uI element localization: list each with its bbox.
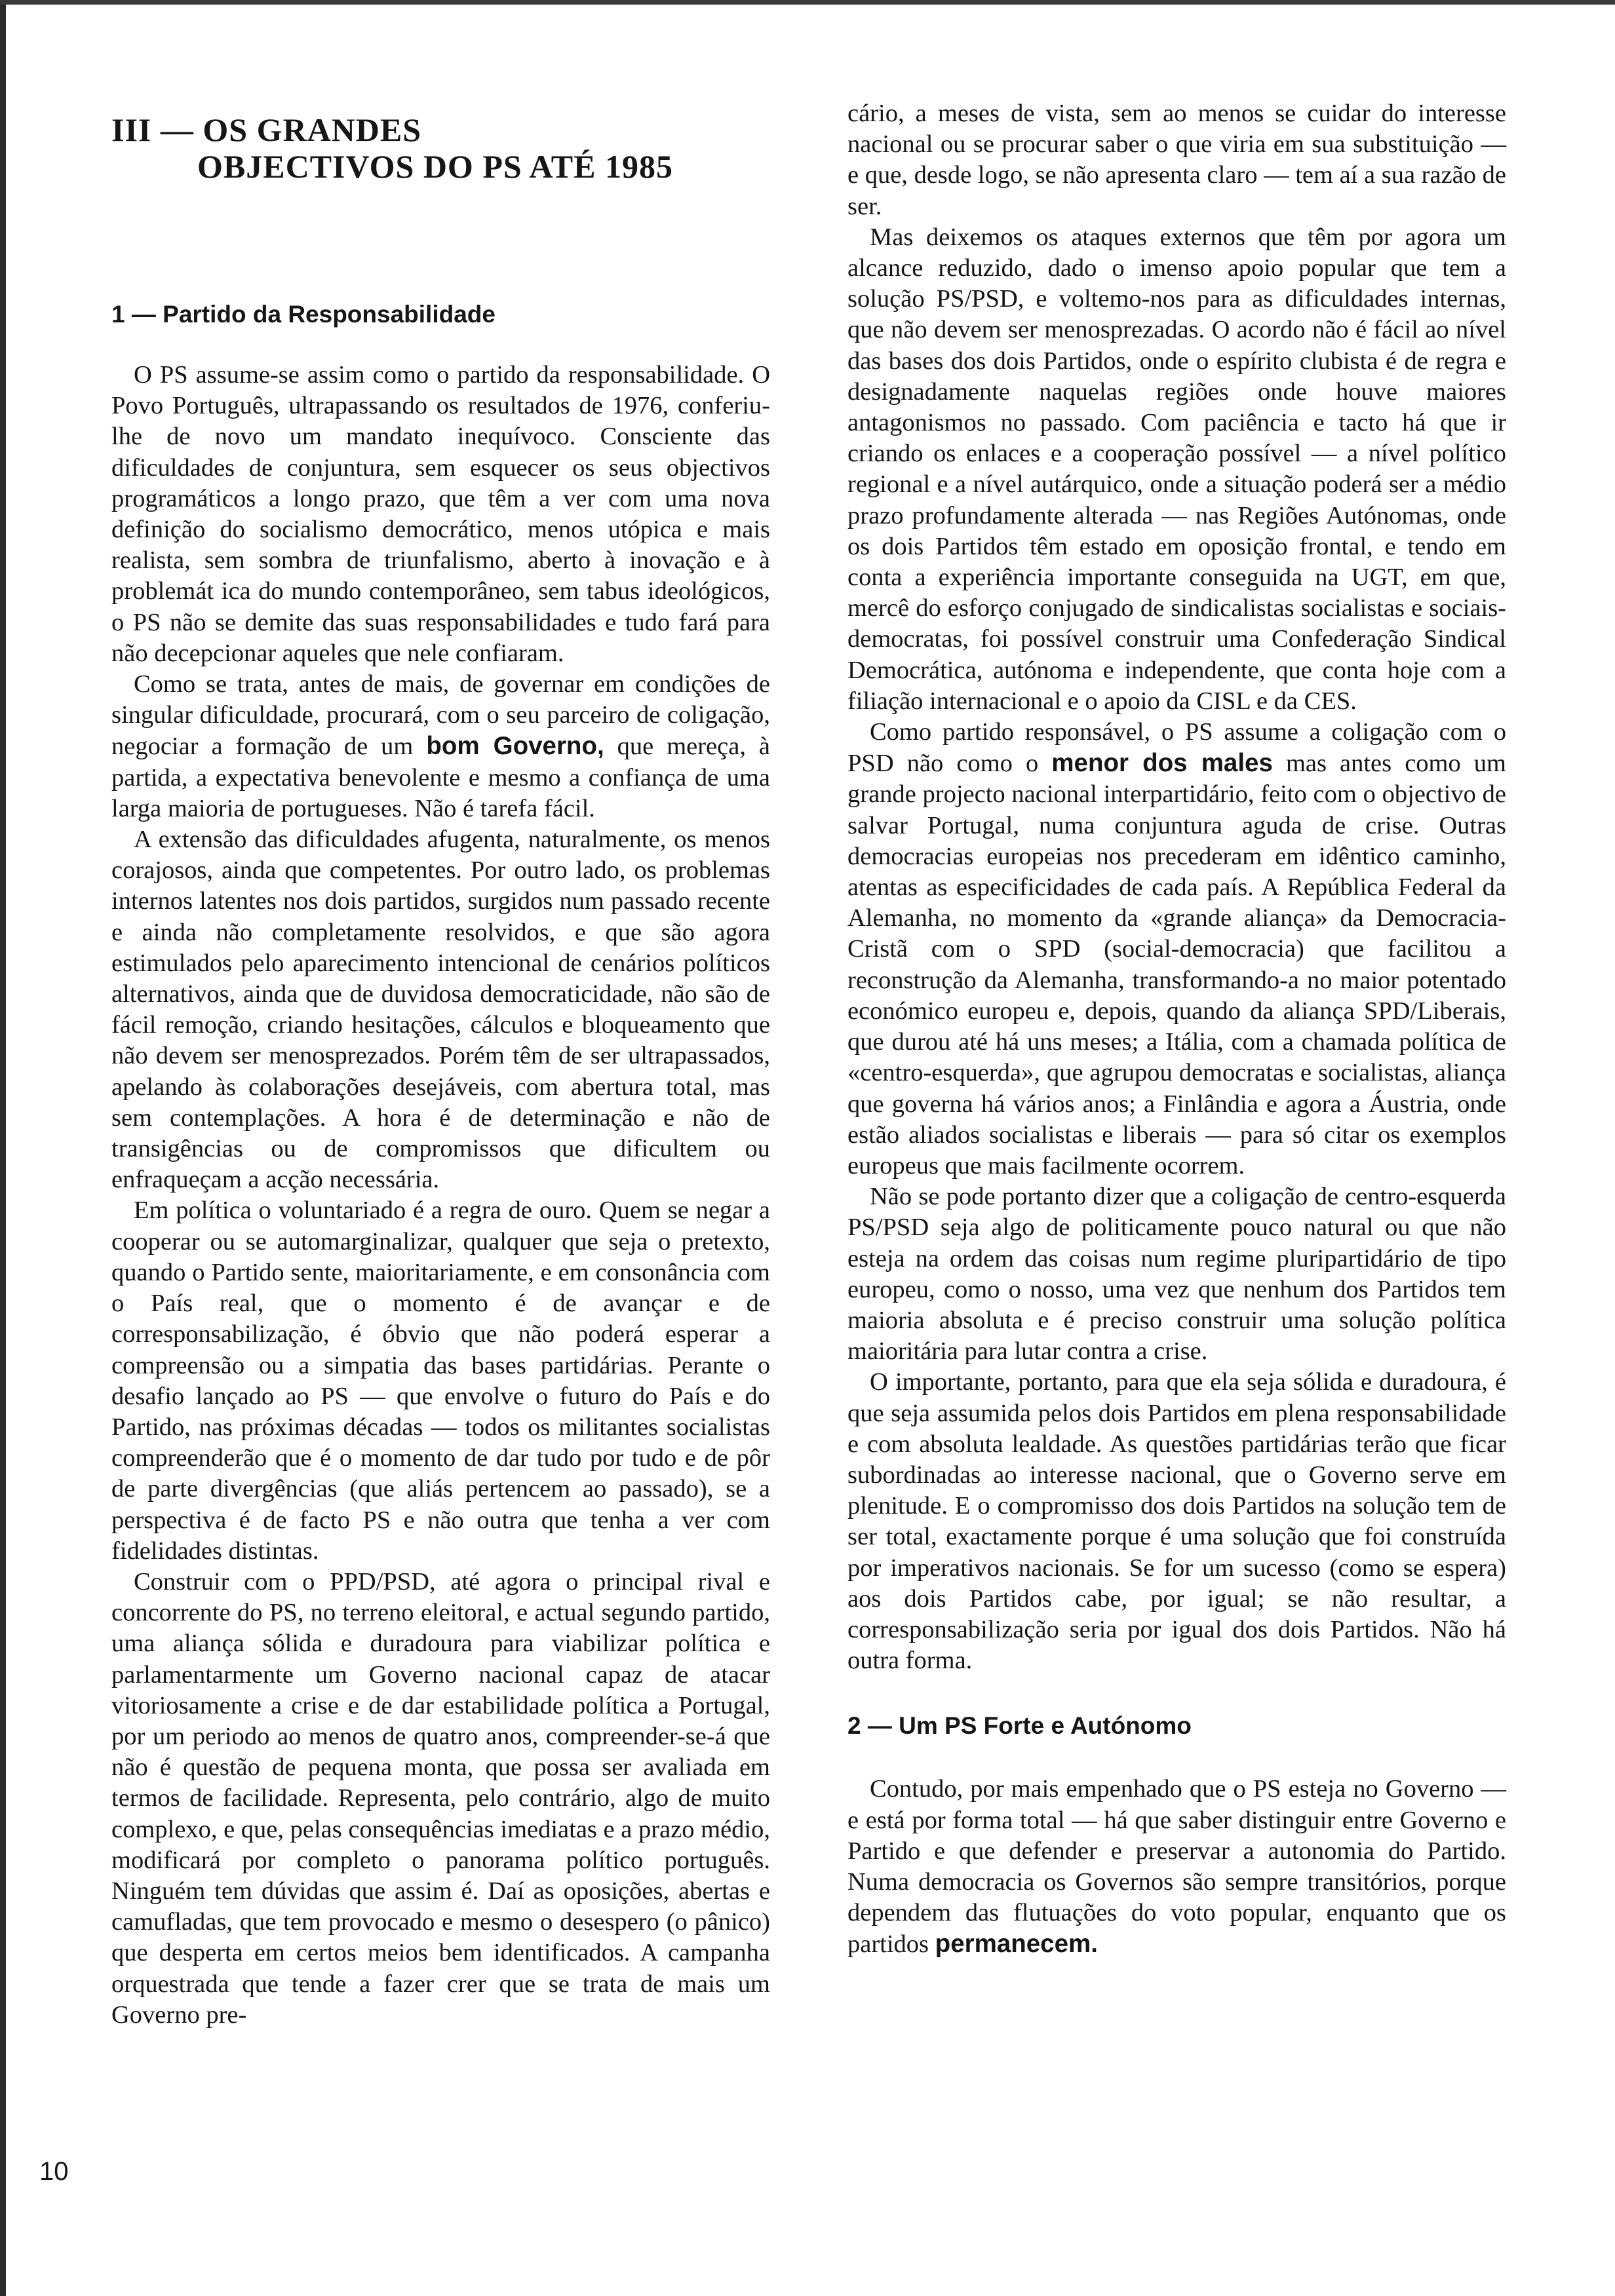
chapter-title-line-1: III — OS GRANDES [111,111,422,148]
section-2-heading: 2 — Um PS Forte e Autónomo [847,1712,1192,1740]
paragraph: A extensão das dificuldades afugenta, naturalmente, os menos corajosos, ainda que competentes. Por outro lado, os problemas internos latentes nos dois partidos, surgidos num passado recente e ainda não completamente resolvidos, e que são agora estimulados pelo aparecimento intencional de cenários políticos alternativos, ainda que de duvidosa democraticidade, não são de fácil remoção, criando hesitações, cálculos e bloqueamento que não devem ser menosprezados. Porém têm de ser ultrapassados, apelando às colaborações desejáveis, com abertura total, mas sem contemplações. A hora é de determinação e não de transigências ou de compromissos que dificultem ou enfraqueçam a acção necessária. [111,826,770,1194]
paragraph [111,669,770,824]
paragraph-text: que mereça, à partida, a expectativa benevolente e mesmo a confiança de uma larga maioria de portugueses. Não é tarefa fácil. [111,733,770,822]
chapter-title-line-2: OBJECTIVOS DO PS ATÉ 1985 [197,148,674,185]
chapter-title [111,111,770,185]
paragraph-text: Como partido responsável, o PS assume a coligação com o PSD não como o [847,718,1506,778]
paragraph-continued: cário, a meses de vista, sem ao menos se cuidar do interesse nacional ou se procurar saber o que viria em sua substituição — e que, desde logo, se não apresenta claro — tem aí a sua razão de ser. [847,100,1506,220]
bold-phrase: bom Governo, [426,732,604,761]
right-column [847,98,1506,1961]
paragraph [847,717,1506,1181]
paragraph: Mas deixemos os ataques externos que têm por agora um alcance reduzido, dado o imenso apoio popular que tem a solução PS/PSD, e voltemo-nos para as dificuldades internas, que não devem ser menosprezadas. O acordo não é fácil ao nível das bases dos dois Partidos, onde o espírito clubista é de regra e designadamente naquelas regiões onde houve maiores antagonismos no passado. Com paciência e tacto há que ir criando os enlaces e a cooperação possível — a nível político regional e a nível autárquico, onde a situação poderá ser a médio prazo profundamente alterada — nas Regiões Autónomas, onde os dois Partidos têm estado em oposição frontal, e tendo em conta a experiência importante conseguida na UGT, em que, mercê do esforço conjugado de sindicalistas socialistas e sociais-democratas, foi possível construir uma Confederação Sindical Democrática, autónoma e independente, que conta hoje com a filiação internacional e o apoio da CISL e da CES. [847,223,1506,715]
scan-left-edge [0,0,6,2296]
paragraph-text: Como se trata, antes de mais, de governar em condições de singular dificuldade, procurará, com o seu parceiro de coligação, negociar a formação de um [111,670,770,761]
paragraph: Construir com o PPD/PSD, até agora o principal rival e concorrente do PS, no terreno eleitoral, e actual segundo partido, uma aliança sólida e duradoura para viabilizar política e parlamentarmente um Governo nacional capaz de atacar vitoriosamente a crise e de dar estabilidade política a Portugal, por um periodo ao menos de quatro anos, compreender-se-á que não é questão de pequena monta, que possa ser avaliada em termos de facilidade. Representa, pelo contrário, algo de muito complexo, e que, pelas consequências imediatas e a prazo médio, modificará por completo o panorama político português. Ninguém tem dúvidas que assim é. Daí as oposições, abertas e camufladas, que tem provocado e mesmo o desespero (o pânico) que desperta em certos meios bem identificados. A campanha orquestrada que tende a fazer crer que se trata de mais um Governo pre- [111,1567,770,2029]
paragraph-text: mas antes como um grande projecto nacional interpartidário, feito com o objectivo de salvar Portugal, numa conjuntura aguda de crise. Outras democracias europeias nos precederam em idêntico caminho, atentas as especificidades de cada país. A República Federal da Alemanha, no momento da «grande aliança» da Democracia-Cristã com o SPD (social-democracia) que facilitou a reconstrução da Alemanha, transformando-a no maior potentado económico europeu e, depois, quando da aliança SPD/Liberais, que durou até há uns meses; a Itália, com a chamada política de «centro-esquerda», que agrupou democratas e socialistas, aliança que governa há vários anos; a Finlândia e agora a Áustria, onde estão aliados socialistas e liberais — para só citar os exemplos europeus que mais facilmente ocorrem. [847,750,1507,1179]
bold-phrase: menor dos males [1051,749,1273,778]
paragraph: Não se pode portanto dizer que a coligação de centro-esquerda PS/PSD seja algo de politicamente pouco natural ou que não esteja na ordem das coisas num regime pluripartidário de tipo europeu, como o nosso, uma vez que nenhum dos Partidos tem maioria absoluta e é preciso construir uma solução política maioritária para lutar contra a crise. [847,1183,1506,1366]
left-column [111,98,770,2031]
section-1-heading: 1 — Partido da Responsabilidade [111,301,496,328]
paragraph: O PS assume-se assim como o partido da responsabilidade. O Povo Português, ultrapassando os resultados de 1976, conferiu-lhe de novo um mandato inequívoco. Consciente das dificuldades de conjuntura, sem esquecer os seus objectivos programáticos a longo prazo, que têm a ver com uma nova definição do socialismo democrático, menos utópica e mais realista, sem sombra de triunfalismo, aberto à inovação e à problemát ica do mundo contemporâneo, sem tabus ideológicos, o PS não se demite das suas responsabilidades e tudo fará para não decepcionar aqueles que nele confiaram. [111,361,770,667]
page-number: 10 [39,2157,69,2186]
paragraph-text: Contudo, por mais empenhado que o PS esteja no Governo — e está por forma total — há que saber distinguir entre Governo e Partido e que defender e preservar a autonomia do Partido. Numa democracia os Governos são sempre transitórios, porque dependem das flutuações do voto popular, enquanto que os partidos [847,1775,1506,1959]
paragraph: Em política o voluntariado é a regra de ouro. Quem se negar a cooperar ou se automarginalizar, qualquer que seja o pretexto, quando o Partido sente, maioritariamente, e em consonância com o País real, que o momento é de avançar e de corresponsabilização, é óbvio que não poderá esperar a compreensão ou a simpatia das bases partidárias. Perante o desafio lançado ao PS — que envolve o futuro do País e do Partido, nas próximas décadas — todos os militantes socialistas compreenderão que é o momento de dar tudo por tudo e de pôr de parte divergências (que aliás pertencem ao passado), se a perspectiva é de facto PS e não outra que tenha a ver com fidelidades distintas. [111,1196,770,1565]
bold-phrase: permanecem. [935,1930,1098,1959]
paragraph [847,1774,1506,1960]
scan-top-edge [0,0,1615,5]
paragraph: O importante, portanto, para que ela seja sólida e duradoura, é que seja assumida pelos dois Partidos em plena responsabilidade e com absoluta lealdade. As questões partidárias terão que ficar subordinadas ao interesse nacional, que o Governo serve em plenitude. E o compromisso dos dois Partidos na solução tem de ser total, exactamente porque é uma solução que foi construída por imperativos nacionais. Se for um sucesso (como se espera) aos dois Partidos cabe, por igual; se não resultar, a corresponsabilização seria por igual dos dois Partidos. Não há outra forma. [847,1368,1506,1675]
